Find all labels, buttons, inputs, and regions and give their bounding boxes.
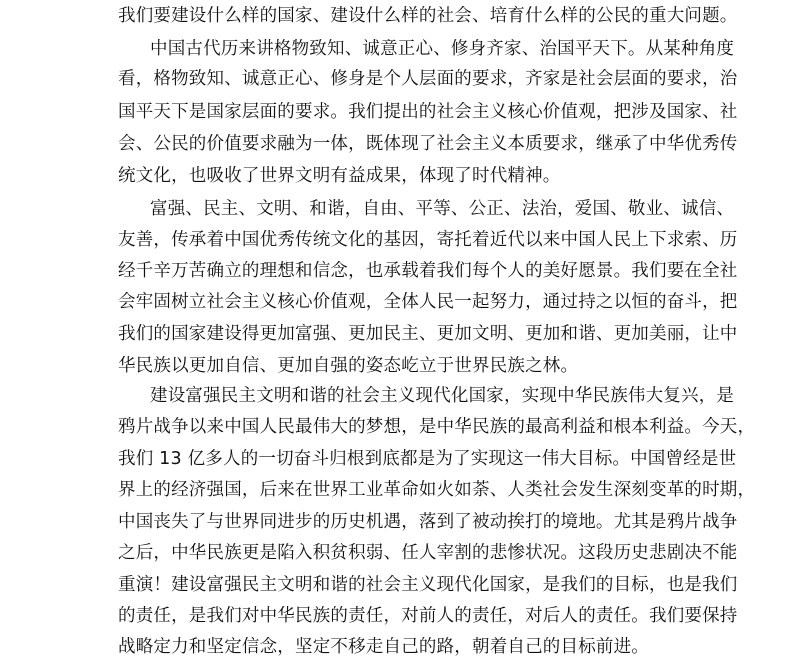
text-line: 看，格物致知、诚意正心、修身是个人层面的要求，齐家是社会层面的要求，治: [118, 69, 738, 89]
text-line: 我们要建设什么样的国家、建设什么样的社会、培育什么样的公民的重大问题。: [118, 6, 738, 26]
text-line: 之后，中华民族更是陷入积贫积弱、任人宰割的悲惨状况。这段历史悲剧决不能: [118, 543, 738, 563]
text-line: 的责任，是我们对中华民族的责任，对前人的责任，对后人的责任。我们要保持: [118, 606, 738, 626]
paragraph-first-line: 建设富强民主文明和谐的社会主义现代化国家，实现中华民族伟大复兴，是: [150, 386, 735, 406]
paragraph-first-line: 富强、民主、文明、和谐，自由、平等、公正、法治，爱国、敬业、诚信、: [150, 199, 735, 219]
text-line: 统文化，也吸收了世界文明有益成果，体现了时代精神。: [118, 166, 561, 186]
text-line: 会牢固树立社会主义核心价值观，全体人民一起努力，通过持之以恒的奋斗，把: [118, 292, 738, 312]
text-line: 国平天下是国家层面的要求。我们提出的社会主义核心价值观，把涉及国家、社: [118, 102, 738, 122]
text-line: 我们的国家建设得更加富强、更加民主、更加文明、更加和谐、更加美丽，让中: [118, 324, 738, 344]
paragraph-first-line: 中国古代历来讲格物致知、诚意正心、修身齐家、治国平天下。从某种角度: [150, 39, 735, 59]
text-line: 重演！建设富强民主文明和谐的社会主义现代化国家，是我们的目标，也是我们: [118, 575, 738, 595]
text-line: 我们 13 亿多人的一切奋斗归根到底都是为了实现这一伟大目标。中国曾经是世: [118, 449, 737, 469]
text-line: 鸦片战争以来中国人民最伟大的梦想，是中华民族的最高利益和根本利益。今天，: [118, 417, 756, 437]
text-line: 华民族以更加自信、更加自强的姿态屹立于世界民族之林。: [118, 356, 579, 376]
text-line: 会、公民的价值要求融为一体，既体现了社会主义本质要求，继承了中华优秀传: [118, 134, 738, 154]
text-line: 界上的经济强国，后来在世界工业革命如火如荼、人类社会发生深刻变革的时期，: [118, 480, 756, 500]
text-line: 中国丧失了与世界同进步的历史机遇，落到了被动挨打的境地。尤其是鸦片战争: [118, 512, 738, 532]
text-line: 经千辛万苦确立的理想和信念，也承载着我们每个人的美好愿景。我们要在全社: [118, 261, 738, 281]
text-line: 友善，传承着中国优秀传统文化的基因，寄托着近代以来中国人民上下求索、历: [118, 230, 738, 250]
text-line: 战略定力和坚定信念，坚定不移走自己的路，朝着自己的目标前进。: [118, 637, 649, 657]
